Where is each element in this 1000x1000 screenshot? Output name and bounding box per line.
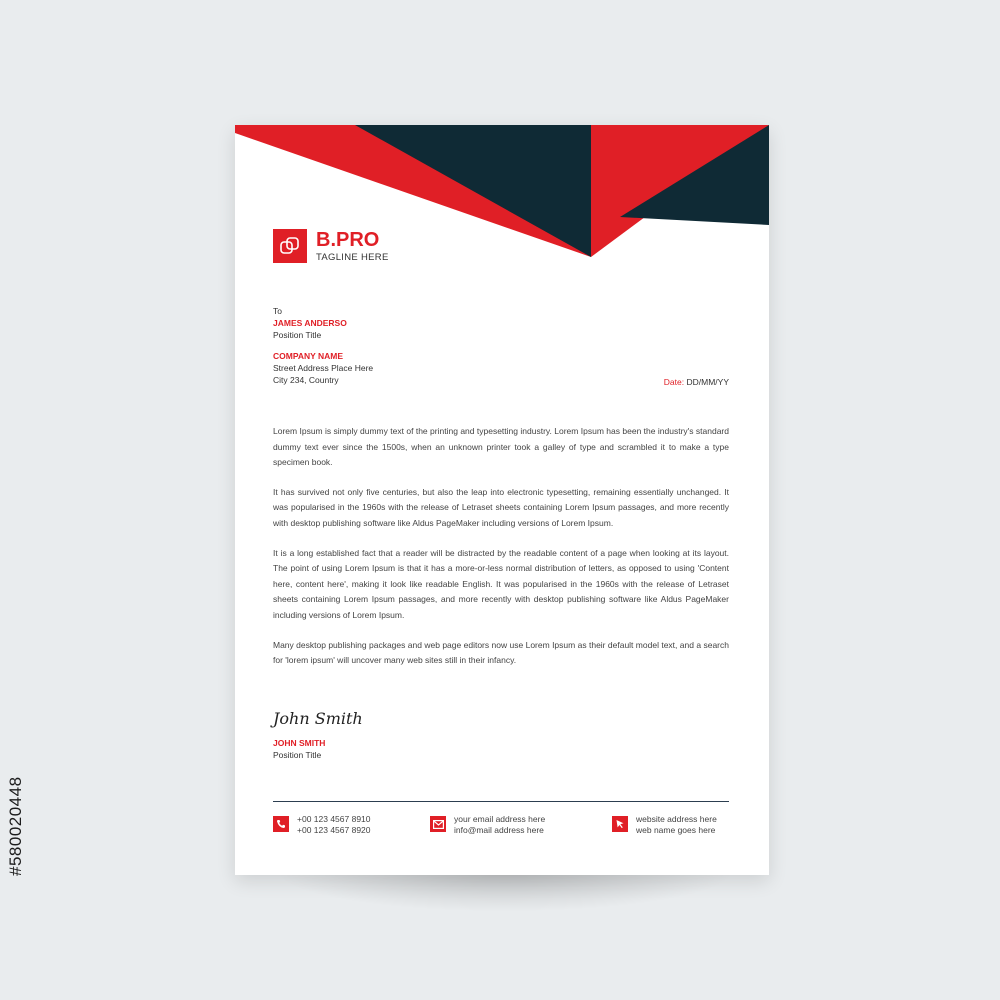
web-line-2: web name goes here	[636, 825, 716, 835]
date-label: Date:	[663, 377, 685, 387]
company-street: Street Address Place Here	[273, 363, 374, 373]
phone-icon	[273, 816, 289, 832]
body-paragraph: It has survived not only five centuries, but also the leap into electronic typesetting, remaining essentially unchanged. It was popularised in the 1960s with the release of Letraset sheets containing Lorem Ipsum passages, and more recently with desktop publishing software like Aldus PageMaker including versions of Lorem Ipsum.	[273, 486, 729, 528]
recipient-name: JAMES ANDERSO	[273, 318, 347, 328]
date-line	[664, 377, 729, 387]
company-city: City 234, Country	[273, 375, 339, 385]
web-line-1: website address here	[636, 814, 717, 824]
footer-phone	[273, 814, 371, 836]
page-shadow	[275, 872, 735, 912]
body-paragraph: Many desktop publishing packages and web page editors now use Lorem Ipsum as their default model text, and a search for 'lorem ipsum' will uncover many web sites still in their infancy.	[273, 639, 729, 666]
to-label: To	[273, 306, 282, 316]
company-name: COMPANY NAME	[273, 351, 344, 361]
email-line-2: info@mail address here	[454, 825, 544, 835]
body-paragraph: It is a long established fact that a reader will be distracted by the readable content of a page when looking at its layout. The point of using Lorem Ipsum is that it has a more-or-less normal distribution of letters, as opposed to using 'Content here, content here', making it look like readable English. It was popularised in the 1960s with the release of Letraset sheets containing Lorem Ipsum passages, and more recently with desktop publishing software like Aldus PageMaker including versions of Lorem Ipsum.	[273, 547, 729, 620]
company-block	[273, 350, 373, 386]
envelope-icon	[430, 816, 446, 832]
signature-script: John Smith	[273, 709, 363, 728]
letter-body	[273, 424, 729, 683]
recipient-position: Position Title	[273, 330, 322, 340]
brand-name: B.PRO	[316, 229, 380, 251]
letterhead-page	[235, 125, 769, 875]
date-value: DD/MM/YY	[686, 377, 729, 387]
signer-name: JOHN SMITH	[273, 738, 326, 748]
brand-tagline: TAGLINE HERE	[316, 252, 389, 263]
stock-id: #580020448	[6, 776, 25, 876]
signer-block	[273, 737, 325, 761]
cursor-icon	[612, 816, 628, 832]
recipient-block	[273, 305, 347, 341]
footer-divider	[273, 801, 729, 802]
logo-mark-icon	[273, 229, 307, 263]
footer-email	[430, 814, 545, 836]
email-line-1: your email address here	[454, 814, 546, 824]
body-paragraph: Lorem Ipsum is simply dummy text of the printing and typesetting industry. Lorem Ipsum has been the industry's standard dummy text ever since the 1500s, when an unknown printer took a galley of type and scrambled it to make a type specimen book.	[273, 426, 729, 468]
phone-line-2: +00 123 4567 8920	[297, 825, 371, 835]
footer-web	[612, 814, 717, 836]
brand-logo	[273, 229, 389, 263]
signer-position: Position Title	[273, 750, 322, 760]
phone-line-1: +00 123 4567 8910	[297, 814, 371, 824]
